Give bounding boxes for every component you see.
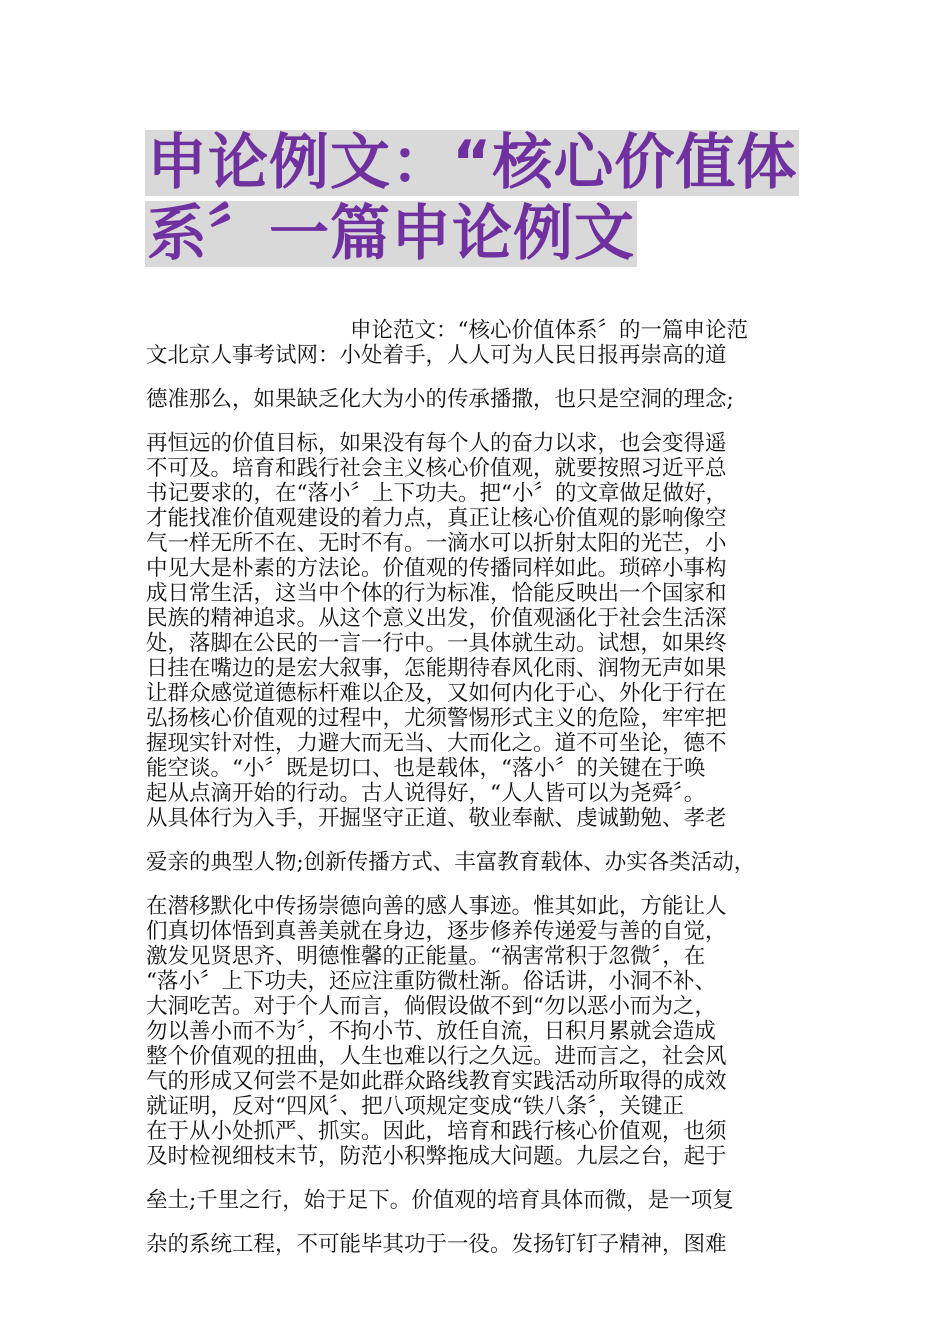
text-line: 处，落脚在公民的一言一行中。一具体就生动。试想，如果终: [146, 631, 727, 656]
text-line: 书记要求的，在“落小〞上下功夫。把“小〞的文章做足做好，: [146, 481, 727, 506]
text-line: 在于从小处抓严、抓实。因此，培育和践行核心价值观，也须: [146, 1119, 727, 1144]
title-line-2: 系〞一篇申论例文: [147, 199, 635, 269]
text-line: 才能找准价值观建设的着力点，真正让核心价值观的影响像空: [146, 506, 727, 531]
text-line: 垒土;千里之行，始于足下。价值观的培育具体而微，是一项复: [146, 1188, 734, 1213]
text-line: 握现实针对性，力避大而无当、大而化之。道不可坐论，德不: [146, 731, 727, 756]
text-line: 从具体行为入手，开掘坚守正道、敬业奉献、虔诚勤勉、孝老: [146, 806, 727, 831]
text-line: “落小〞上下功夫，还应注重防微杜渐。俗话讲，小洞不补、: [146, 969, 716, 994]
text-line: 成日常生活，这当中个体的行为标准，恰能反映出一个国家和: [146, 581, 727, 606]
text-line: 气的形成又何尝不是如此群众路线教育实践活动所取得的成效: [146, 1069, 727, 1094]
text-line: 杂的系统工程，不可能毕其功于一役。发扬钉钉子精神，图难: [146, 1232, 727, 1257]
text-line: 起从点滴开始的行动。古人说得好，“人人皆可以为尧舜〞。: [146, 781, 706, 806]
text-line: 整个价值观的扭曲，人生也难以行之久远。进而言之，社会风: [146, 1044, 727, 1069]
text-line: 弘扬核心价值观的过程中，尤须警惕形式主义的危险，牢牢把: [146, 706, 727, 731]
title-line-1: 申论例文：“核心价值体: [147, 128, 798, 198]
text-line: 德准那么，如果缺乏化大为小的传承播撒，也只是空洞的理念;: [146, 387, 734, 412]
text-line: 能空谈。“小〞既是切口、也是载体，“落小〞的关键在于唤: [146, 756, 706, 781]
text-line: 日挂在嘴边的是宏大叙事，怎能期待春风化雨、润物无声如果: [146, 656, 727, 681]
text-line: 再恒远的价值目标，如果没有每个人的奋力以求，也会变得遥: [146, 431, 727, 456]
text-line: 及时检视细枝末节，防范小积弊拖成大问题。九层之台，起于: [146, 1144, 727, 1169]
text-line: 在潜移默化中传扬崇德向善的感人事迹。惟其如此，方能让人: [146, 894, 727, 919]
document-title: [145, 130, 825, 272]
text-line: 们真切体悟到真善美就在身边，逐步修养传递爱与善的自觉，: [146, 919, 727, 944]
text-line: 气一样无所不在、无时不有。一滴水可以折射太阳的光芒，小: [146, 531, 727, 556]
text-line: 中见大是朴素的方法论。价值观的传播同样如此。琐碎小事构: [146, 556, 727, 581]
text-line: 文北京人事考试网：小处着手，人人可为人民日报再崇高的道: [146, 343, 727, 368]
text-line: 大洞吃苦。对于个人而言，倘假设做不到“勿以恶小而为之，: [146, 994, 716, 1019]
text-line: 勿以善小而不为〞，不拘小节、放任自流，日积月累就会造成: [146, 1019, 716, 1044]
text-line: 激发见贤思齐、明德惟馨的正能量。“祸害常积于忽微〞，在: [146, 944, 706, 969]
text-line: 爱亲的典型人物;创新传播方式、丰富教育载体、办实各类活动，: [146, 850, 756, 875]
text-line: 就证明，反对“四风〞、把八项规定变成“铁八条〞，关键正: [146, 1094, 684, 1119]
body-text: [146, 318, 808, 1257]
text-line: 让群众感觉道德标杆难以企及，又如何内化于心、外化于行在: [146, 681, 727, 706]
text-line: 民族的精神追求。从这个意义出发，价值观涵化于社会生活深: [146, 606, 727, 631]
text-line: 申论范文：“核心价值体系〞的一篇申论范: [350, 318, 748, 343]
text-line: 不可及。培育和践行社会主义核心价值观，就要按照习近平总: [146, 456, 727, 481]
